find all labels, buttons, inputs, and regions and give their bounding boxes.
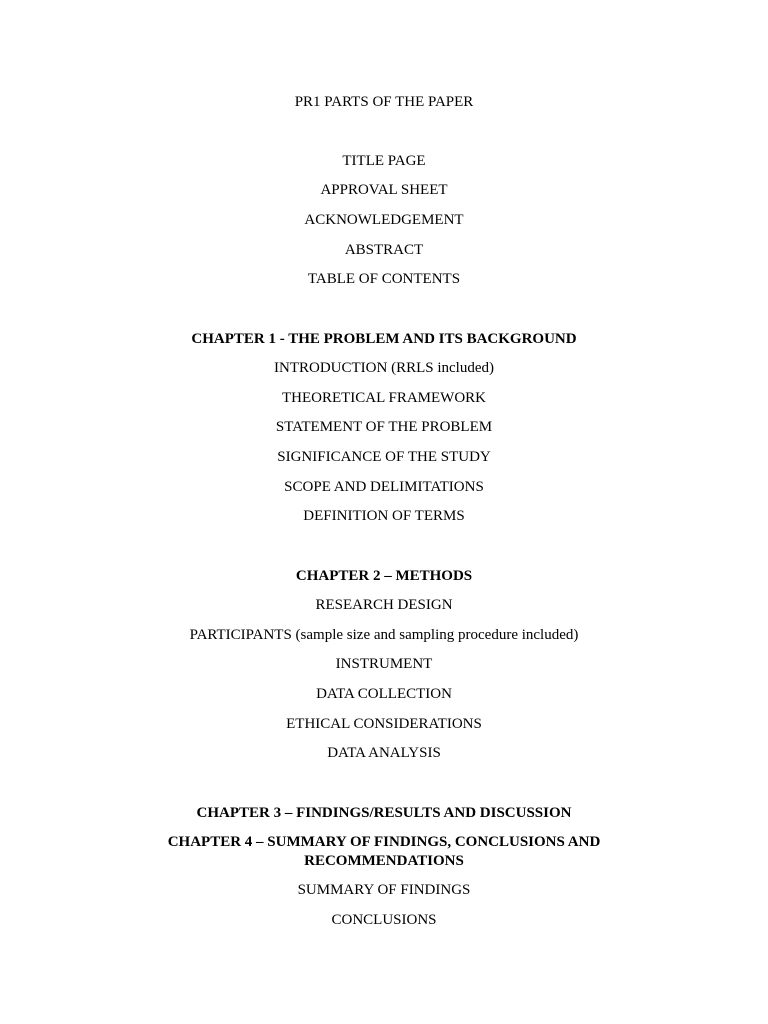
front-matter-item: ACKNOWLEDGEMENT [304,212,464,228]
front-matter-item: TABLE OF CONTENTS [307,271,461,287]
front-matter-item: APPROVAL SHEET [320,182,448,198]
chapter2-item: RESEARCH DESIGN [315,597,453,613]
chapter4-item: CONCLUSIONS [331,912,437,928]
front-matter-item: TITLE PAGE [342,153,426,169]
chapter2-heading: CHAPTER 2 – METHODS [295,568,473,584]
chapter4-heading: CHAPTER 4 – SUMMARY OF FINDINGS, CONCLUSIONS AND RECOMMENDATIONS [167,834,601,869]
chapter3-heading: CHAPTER 3 – FINDINGS/RESULTS AND DISCUSSION [196,805,572,821]
chapter1-item: DEFINITION OF TERMS [303,508,465,524]
chapter1-item: SIGNIFICANCE OF THE STUDY [277,449,491,465]
chapter2-item: ETHICAL CONSIDERATIONS [286,716,482,732]
chapter2-item: DATA ANALYSIS [327,745,441,761]
chapter1-item: THEORETICAL FRAMEWORK [281,390,487,406]
chapter2-item: INSTRUMENT [335,656,433,672]
chapter4-item: SUMMARY OF FINDINGS [297,882,471,898]
chapter2-item: PARTICIPANTS (sample size and sampling procedure included) [189,627,579,643]
chapter1-item: SCOPE AND DELIMITATIONS [284,479,484,495]
chapter1-item: STATEMENT OF THE PROBLEM [275,419,493,435]
chapter1-heading: CHAPTER 1 - THE PROBLEM AND ITS BACKGROUND [191,331,577,347]
chapter2-item: DATA COLLECTION [316,686,452,702]
front-matter-item: ABSTRACT [344,242,424,258]
document-title: PR1 PARTS OF THE PAPER [294,94,474,110]
chapter1-item: INTRODUCTION (RRLS included) [274,360,494,376]
